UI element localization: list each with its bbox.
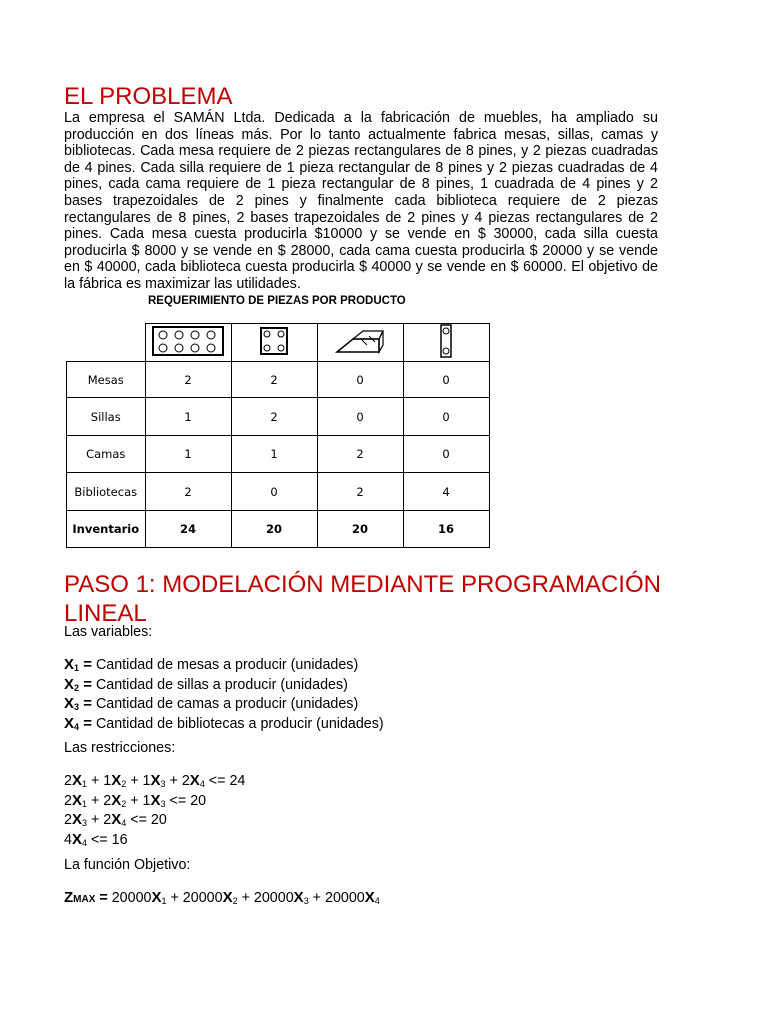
table-cell: 0 [231,473,317,511]
inventory-cell: 24 [145,511,231,548]
table-cell: 0 [403,436,489,473]
requirements-table-block [66,292,490,552]
table-row [67,398,490,436]
restriction-item: $2X_1 + 1X_2 + 1X_3 + 2X_4 <= 24$ [64,772,246,789]
piece-header-4 [403,324,489,362]
piece-header-3 [317,324,403,362]
table-cell: 0 [317,398,403,436]
variables-list [64,657,384,735]
table-cell: 2 [145,362,231,398]
table-cell: 2 [317,436,403,473]
step1-heading-block [64,570,684,628]
restriction-item: $2X_3 + 2X_4 <= 20$ [64,811,167,829]
table-row [67,362,490,398]
objective-label: La función Objetivo: [64,857,191,873]
table-cell: 2 [317,473,403,511]
problem-section [64,84,658,293]
table-cell: 0 [317,362,403,398]
table-cell: 1 [145,398,231,436]
variable-item: $X_4$ = Cantidad de bibliotecas a producir (unidades) [64,714,384,732]
variable-item: $X_1$ = Cantidad de mesas a producir (unidades) [64,656,359,673]
row-label: Inventario [67,511,146,548]
square-4-pin-piece-icon [258,325,290,357]
variable-item: $X_2$ = Cantidad de sillas a producir (unidades) [64,675,348,693]
piece-header-1 [145,324,231,362]
rectangular-8-pin-piece-icon [151,325,225,357]
problem-title: EL PROBLEMA [64,83,233,110]
inventory-cell: 20 [231,511,317,548]
table-row [67,436,490,473]
problem-paragraph: La empresa el SAMÁN Ltda. Dedicada a la fabricación de muebles, ha ampliado su producción en dos líneas más. Por lo tanto actualmente fabrica mesas, sillas, camas y bibliotecas. Cada mesa requiere de 2 piezas rectangulares de 8 pines, y 2 piezas cuadradas de 4 pines. Cada silla requiere de 1 pieza rectangular de 8 pines y 2 piezas cuadradas de 4 pines, cada cama requiere de 1 pieza rectangular de 8 pines, 1 cuadrada de 4 pines y 2 bases trapezoidales de 2 pines y finalmente cada biblioteca requiere de 2 piezas rectangulares de 8 pines, 2 bases trapezoidales de 2 pines y 4 piezas rectangulares de 2 pines. Cada mesa cuesta producirla $10000 y se vende en $ 30000, cada silla cuesta producirla $ 8000 y se vende en $ 28000, cada cama cuesta producirla $ 20000 y se vende en $ 40000, cada biblioteca cuesta producirla $ 40000 y se vende en $ 60000. El objetivo de la fábrica es maximizar las utilidades. [64,110,658,292]
table-cell: 4 [403,473,489,511]
table-cell: 1 [231,436,317,473]
restrictions-list [64,773,245,851]
step1-title: PASO 1: MODELACIÓN MEDIANTE PROGRAMACIÓN LINEAL [64,571,661,627]
piece-header-2 [231,324,317,362]
trapezoidal-2-pin-base-icon [333,325,387,357]
restrictions-label: Las restricciones: [64,740,176,756]
requirements-table [66,323,490,548]
table-cell: 2 [231,362,317,398]
restriction-item: $2X_1 + 2X_2 + 1X_3 <= 20$ [64,791,207,809]
inventory-cell: 20 [317,511,403,548]
variable-item: $X_3$ = Cantidad de camas a producir (unidades) [64,695,359,713]
table-corner [67,324,146,362]
table-cell: 2 [231,398,317,436]
table-row [67,473,490,511]
objective-function [64,890,380,910]
inventory-row [67,511,490,548]
table-cell: 0 [403,362,489,398]
variables-label: Las variables: [64,624,153,640]
restriction-item: $4X_4 <= 16$ [64,830,128,848]
row-label: Bibliotecas [67,473,146,511]
table-cell: 1 [145,436,231,473]
inventory-cell: 16 [403,511,489,548]
table-cell: 0 [403,398,489,436]
objective-expression: ZMAX = $20000X_1 + 20000X_2 + 20000X_3 + 20000X_4$ [64,889,380,906]
rectangular-2-pin-piece-icon [439,324,453,358]
table-cell: 2 [145,473,231,511]
row-label: Camas [67,436,146,473]
row-label: Sillas [67,398,146,436]
table-title: REQUERIMIENTO DE PIEZAS POR PRODUCTO [148,295,406,307]
row-label: Mesas [67,362,146,398]
